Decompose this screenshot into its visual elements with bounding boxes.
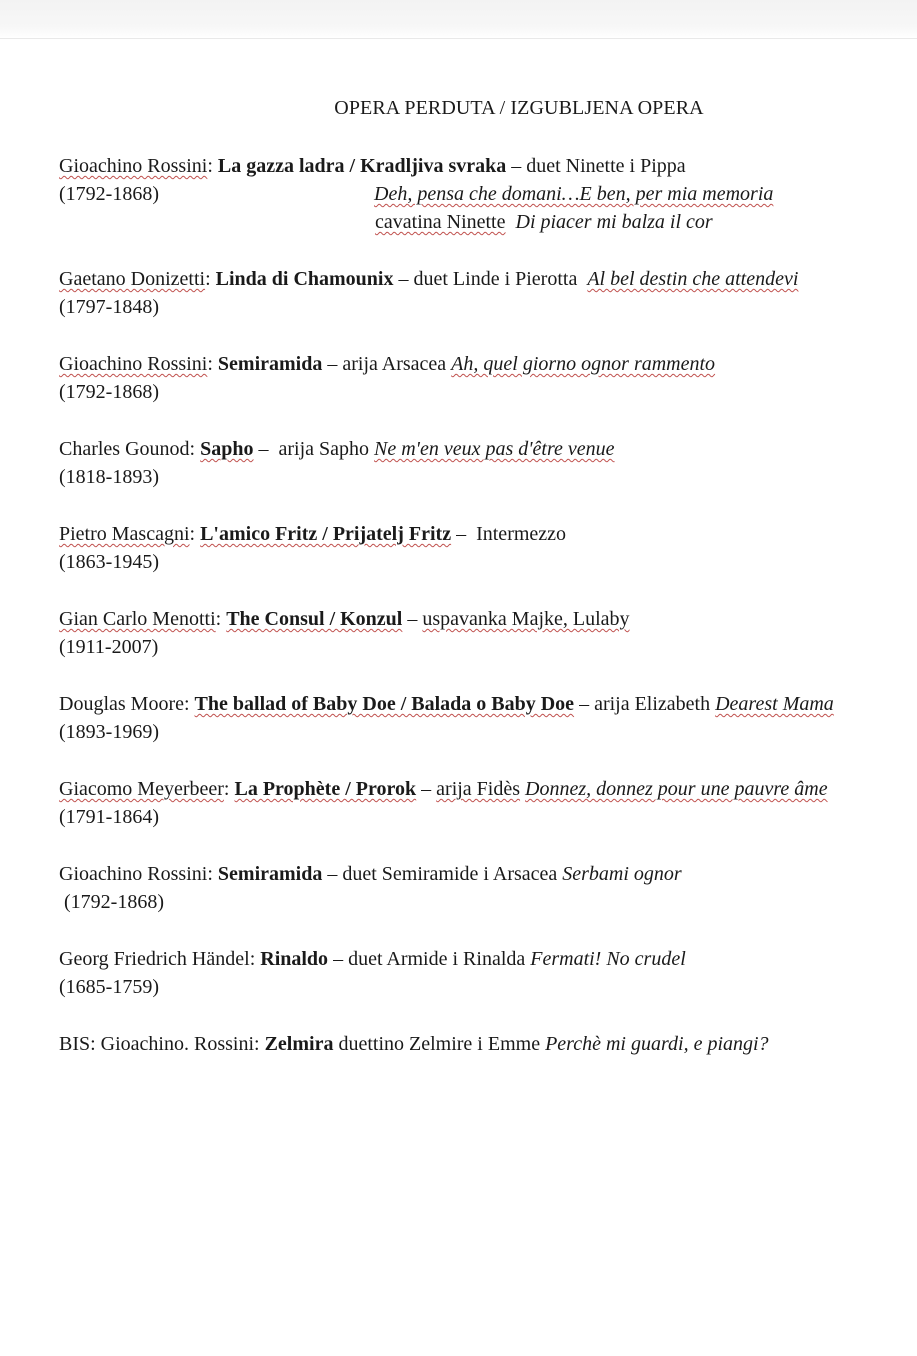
composer-years: (1863-1945) [59,551,159,573]
program-entry-1: Gioachino Rossini: La gazza ladra / Kradljiva svraka – duet Ninette i Pippa (1792-1868) Deh, pensa che domani…E ben, per mia memoria cavatina Ninette Di piacer mi balza il cor [59,155,774,233]
composer-years: (1685-1759) [59,976,159,998]
document-title: OPERA PERDUTA / IZGUBLJENA OPERA [334,97,704,119]
work-title: Rinaldo [260,948,329,970]
piece-description: duettino Zelmire i Emme [338,1033,541,1055]
piece-title: Di piacer mi balza il cor [515,211,713,233]
piece-title: Dearest Mama [715,693,834,715]
work-title: Sapho [200,438,254,460]
composer-years: (1792-1868) [64,891,164,913]
piece-title: Fermati! No crudel [530,948,686,970]
composer-name: Gioachino Rossini [59,353,208,375]
composer-years: (1791-1864) [59,806,159,828]
composer-years: (1792-1868) [59,183,159,205]
program-entry-7: Douglas Moore: The ballad of Baby Doe / Balada o Baby Doe – arija Elizabeth Dearest Mama (1893-1969) [59,690,834,746]
piece-description: duet Ninette i Pippa [526,155,686,177]
program-entry-3: Gioachino Rossini: Semiramida – arija Arsacea Ah, quel giorno ognor rammento (1792-1868) [59,350,715,406]
composer-name: Gioachino Rossini [59,863,208,885]
composer-name: Giacomo Meyerbeer [59,778,224,800]
piece-description: duet Linde i Pierotta [413,268,578,290]
work-title: La gazza ladra / Kradljiva svraka [217,155,507,177]
program-entry-4: Charles Gounod: Sapho – arija Sapho Ne m'en veux pas d'être venue (1818-1893) [59,435,615,491]
work-title: Zelmira [264,1033,334,1055]
piece-description: uspavanka Majke, Lulaby [422,608,630,630]
program-entry-8: Giacomo Meyerbeer: La Prophète / Prorok – arija Fidès Donnez, donnez pour une pauvre âme (1791-1864) [59,775,828,831]
piece-description: arija Fidès [436,778,521,800]
program-entry-5: Pietro Mascagni: L'amico Fritz / Prijatelj Fritz – Intermezzo (1863-1945) [59,520,566,576]
piece-title: Ne m'en veux pas d'être venue [374,438,615,460]
piece-title: Al bel destin che attendevi [587,268,799,290]
composer-years: (1818-1893) [59,466,159,488]
piece-title: Donnez, donnez pour une pauvre âme [525,778,828,800]
composer-years: (1792-1868) [59,381,159,403]
work-title: Semiramida [217,353,323,375]
piece-description: arija Elizabeth [594,693,711,715]
piece-title: Ah, quel giorno ognor rammento [451,353,716,375]
piece-title: Perchè mi guardi, e piangi? [545,1033,769,1055]
program-entry-10: Georg Friedrich Händel: Rinaldo – duet Armide i Rinalda Fermati! No crudel (1685-1759) [59,945,686,1001]
piece-title: Deh, pensa che domani…E ben, per mia memoria [374,183,774,205]
work-title: La Prophète / Prorok [234,778,417,800]
piece-title: Serbami ognor [562,863,682,885]
composer-name: Gioachino Rossini [59,155,208,177]
composer-name: Georg Friedrich Händel [59,948,250,970]
piece-description: arija Sapho [278,438,370,460]
composer-name: Pietro Mascagni [59,523,190,545]
composer-years: (1911-2007) [59,636,159,658]
piece-description: Intermezzo [476,523,567,545]
work-title: Linda di Chamounix [215,268,394,290]
work-title: Semiramida [217,863,323,885]
piece-description: cavatina Ninette [375,211,506,233]
program-entry-6: Gian Carlo Menotti: The Consul / Konzul – uspavanka Majke, Lulaby (1911-2007) [59,605,630,661]
program-entry-2: Gaetano Donizetti: Linda di Chamounix – duet Linde i Pierotta Al bel destin che attendevi (1797-1848) [59,265,798,321]
work-title: L'amico Fritz / Prijatelj Fritz [200,523,452,545]
composer-years: (1893-1969) [59,721,159,743]
piece-description: duet Semiramide i Arsacea [342,863,558,885]
program-entry-9: Gioachino Rossini: Semiramida – duet Semiramide i Arsacea Serbami ognor (1792-1868) [59,860,682,916]
encore-prefix: BIS: Gioachino. Rossini: [59,1033,260,1055]
piece-description: duet Armide i Rinalda [348,948,526,970]
work-title: The ballad of Baby Doe / Balada o Baby Doe [194,693,575,715]
composer-years: (1797-1848) [59,296,159,318]
work-title: The Consul / Konzul [226,608,403,630]
composer-name: Charles Gounod [59,438,190,460]
composer-name: Douglas Moore [59,693,184,715]
composer-name: Gian Carlo Menotti [59,608,216,630]
composer-name: Gaetano Donizetti [59,268,206,290]
encore-entry [59,1030,769,1058]
piece-description: arija Arsacea [342,353,447,375]
